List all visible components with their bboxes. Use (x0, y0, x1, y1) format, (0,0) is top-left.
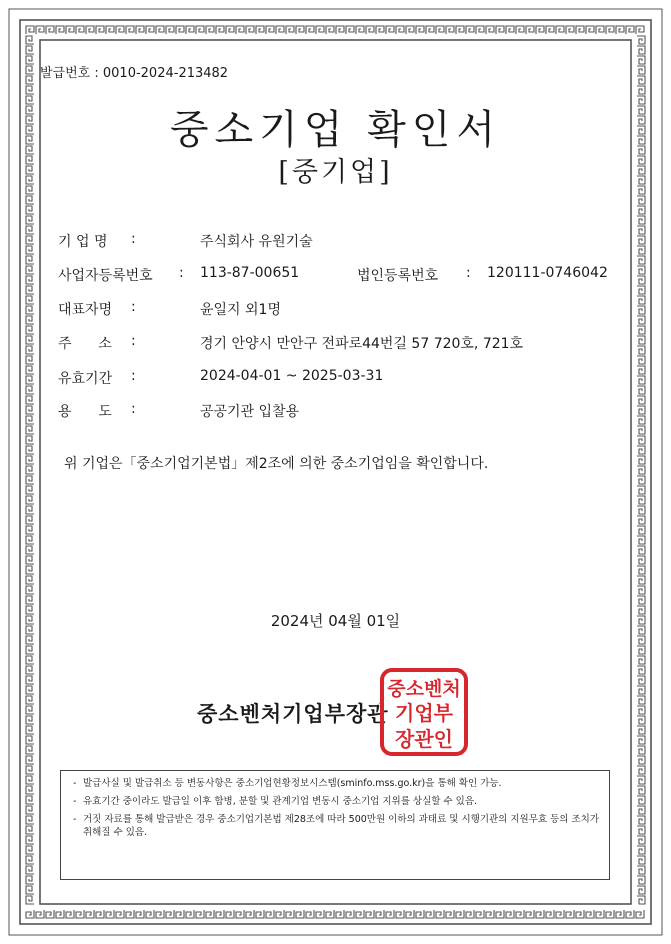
field-colon: : (131, 231, 136, 247)
field-purpose-label: 용 도 (58, 404, 112, 420)
issue-number: 발급번호 : 0010-2024-213482 (40, 66, 229, 81)
issue-number-label: 발급번호 (40, 66, 91, 81)
field-colon: : (131, 299, 136, 315)
note-text: 거짓 자료를 통해 발급받은 경우 중소기업기본법 제28조에 따라 500만원 이하의 과태료 및 시행기관의 지원무효 등의 조치가 취해질 수 있음. (83, 814, 600, 838)
field-company-name-value: 주식회사 유원기술 (200, 234, 313, 250)
field-address-value: 경기 안양시 만안구 전파로44번길 57 720호, 721호 (200, 336, 524, 352)
confirmation-statement: 위 기업은「중소기업기본법」제2조에 의한 중소기업임을 확인합니다. (64, 456, 489, 472)
field-corp-reg-value: 120111-0746042 (487, 265, 608, 281)
field-address-label: 주 소 (58, 336, 112, 352)
seal-text-line-3: 장관인 (395, 727, 453, 751)
field-colon: : (131, 368, 136, 384)
issue-number-value: 0010-2024-213482 (102, 66, 229, 81)
note-bullet: - (73, 778, 77, 789)
field-corp-reg-label: 법인등록번호 (357, 268, 439, 284)
note-bullet: - (73, 796, 77, 807)
note-item (73, 795, 599, 808)
field-validity-value: 2024-04-01 ~ 2025-03-31 (200, 368, 384, 384)
field-representative-value: 윤일지 외1명 (200, 302, 281, 318)
issuer-name: 중소벤처기업부장관 (197, 702, 389, 726)
notes-box (60, 770, 610, 880)
note-item (73, 777, 599, 790)
field-colon: : (179, 265, 184, 281)
official-seal (378, 666, 470, 758)
field-company-name-label: 기 업 명 (58, 234, 108, 250)
field-validity-label: 유효기간 (58, 371, 113, 387)
field-business-reg-value: 113-87-00651 (200, 265, 300, 281)
note-item (73, 813, 599, 839)
field-representative-label: 대표자명 (58, 302, 113, 318)
field-colon: : (131, 333, 136, 349)
note-text: 발급사실 및 발급취소 등 변동사항은 중소기업현황정보시스템(sminfo.mss.go.kr)을 통해 확인 가능. (83, 778, 502, 789)
note-text: 유효기간 중이라도 발급일 이후 합병, 분할 및 관계기업 변동시 중소기업 지위를 상실할 수 있음. (83, 796, 478, 807)
seal-text-line-1: 중소벤처 (387, 678, 461, 700)
field-colon: : (466, 265, 471, 281)
document-subtitle: [중기업] (278, 157, 393, 188)
issue-date: 2024년 04월 01일 (270, 612, 401, 630)
document-title: 중소기업 확인서 (169, 107, 502, 153)
field-purpose-value: 공공기관 입찰용 (200, 404, 300, 420)
note-bullet: - (73, 814, 77, 825)
seal-text-line-2: 기업부 (395, 701, 453, 725)
field-colon: : (131, 401, 136, 417)
field-business-reg-label: 사업자등록번호 (58, 268, 153, 284)
